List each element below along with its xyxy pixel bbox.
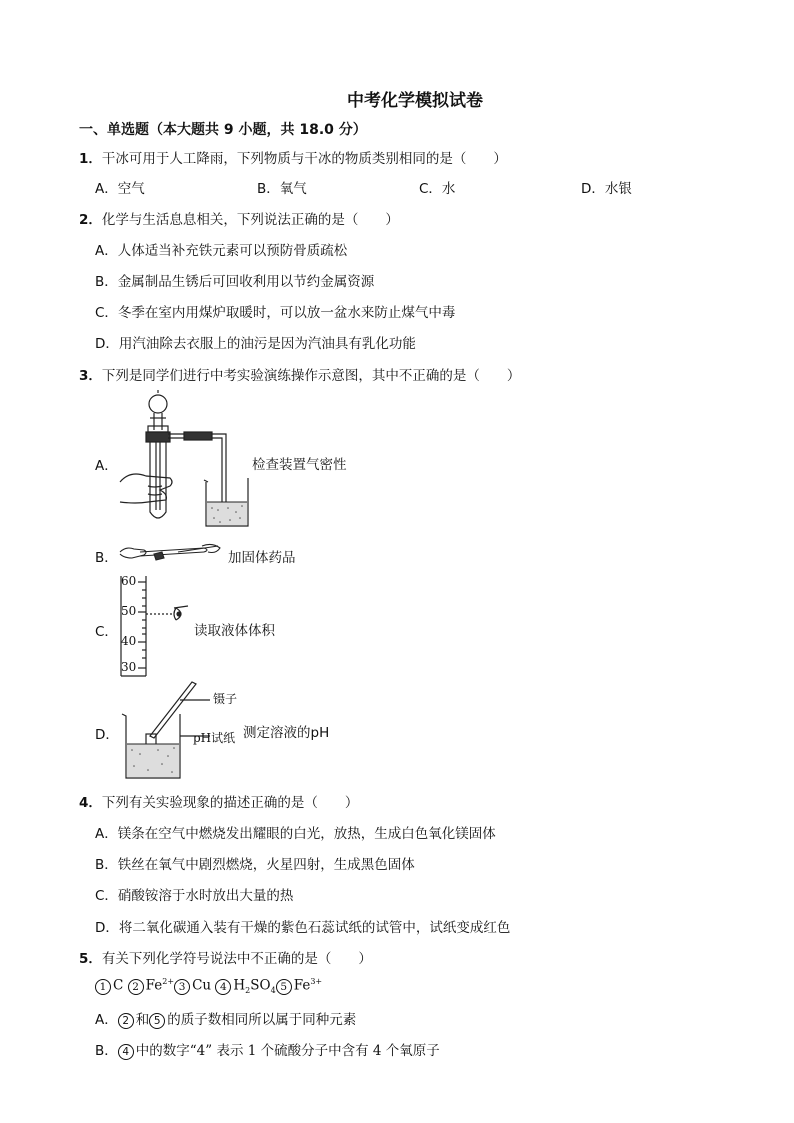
q3-option-b-caption: 加固体药品 [228,550,296,566]
question-stem: 下列是同学们进行中考实验演练操作示意图，其中不正确的是（ ） [101,368,521,384]
q3-option-d-label: D． [95,727,119,743]
q5-symbol-list [95,977,322,995]
question-1 [79,147,507,167]
option-letter: A． [95,1012,118,1028]
question-2 [79,208,399,228]
q4-option-b: B．铁丝在氧气中剧烈燃烧，火星四射，生成黑色固体 [95,857,415,873]
subscript: 2 [245,986,251,996]
circled-number: 4 [118,1044,134,1060]
q1-option-a: A．空气 [95,181,145,197]
option-text: 和 [135,1012,150,1028]
q3-option-b-label: B． [95,550,118,566]
circled-number: 3 [174,979,190,995]
circled-number: 4 [215,979,231,995]
symbol-sulfuric-acid-so: SO [250,977,271,994]
q2-option-a: A．人体适当补充铁元素可以预防骨质疏松 [95,243,348,259]
charge: 3+ [310,977,323,986]
q3-option-a-caption: 检查装置气密性 [252,457,347,473]
q3-option-d-caption: 测定溶液的pH [243,725,330,741]
option-letter: B． [95,1043,118,1059]
q1-option-d: D．水银 [581,181,632,197]
cylinder-tick-30: 30 [121,660,137,674]
cylinder-tick-40: 40 [121,634,137,648]
question-stem: 干冰可用于人工降雨，下列物质与干冰的物质类别相同的是（ ） [101,151,507,167]
q3-option-c-caption: 读取液体体积 [194,623,275,639]
adding-solid-reagent-figure [118,540,226,564]
symbol-copper: Cu [192,977,212,994]
circled-number: 5 [149,1013,165,1029]
q2-option-c: C．冬季在室内用煤炉取暖时，可以放一盆水来防止煤气中毒 [95,305,456,321]
question-number: 4． [79,795,102,811]
page-title: 中考化学模拟试卷 [347,91,483,111]
charge: 2+ [162,977,175,986]
airtightness-check-apparatus-figure [118,390,258,530]
circled-number: 2 [118,1013,134,1029]
section-heading: 一、单选题（本大题共 9 小题，共 18.0 分） [79,122,367,138]
q4-option-a: A．镁条在空气中燃烧发出耀眼的白光，放热，生成白色氧化镁固体 [95,826,496,842]
q4-option-c: C．硝酸铵溶于水时放出大量的热 [95,888,294,904]
q1-option-c: C．水 [419,181,456,197]
cylinder-tick-50: 50 [121,604,137,618]
q5-option-a [95,1008,356,1029]
circled-number: 5 [276,979,292,995]
symbol-ferric: Fe [293,977,311,994]
question-stem: 有关下列化学符号说法中不正确的是（ ） [101,951,372,967]
question-number: 3． [79,368,102,384]
symbol-sulfuric-acid-h: H [233,977,246,994]
q5-option-b [95,1039,440,1060]
tweezers-label: 镊子 [213,692,238,706]
question-number: 2． [79,212,102,228]
q2-option-d: D．用汽油除去衣服上的油污是因为汽油具有乳化功能 [95,336,416,352]
circled-number: 2 [128,979,144,995]
ph-paper-label: pH试纸 [193,731,236,745]
symbol-carbon: C [113,977,124,994]
option-text: 中的数字“4” 表示 1 个硫酸分子中含有 4 个氧原子 [135,1043,440,1059]
q3-option-c-label: C． [95,624,118,640]
question-number: 5． [79,951,102,967]
question-stem: 下列有关实验现象的描述正确的是（ ） [101,795,359,811]
option-text: 的质子数相同所以属于同种元素 [167,1012,357,1028]
question-stem: 化学与生活息息相关，下列说法正确的是（ ） [101,212,399,228]
question-5 [79,947,372,967]
question-4 [79,791,358,811]
circled-number: 1 [95,979,111,995]
q4-option-d: D．将二氧化碳通入装有干燥的紫色石蕊试纸的试管中，试纸变成红色 [95,920,511,936]
cylinder-tick-60: 60 [121,574,137,588]
symbol-ferrous: Fe [145,977,163,994]
q2-option-b: B．金属制品生锈后可回收利用以节约金属资源 [95,274,375,290]
question-3 [79,364,520,384]
q3-option-a-label: A． [95,458,118,474]
q1-option-b: B．氧气 [257,181,307,197]
subscript: 4 [270,986,276,996]
question-number: 1． [79,151,102,167]
